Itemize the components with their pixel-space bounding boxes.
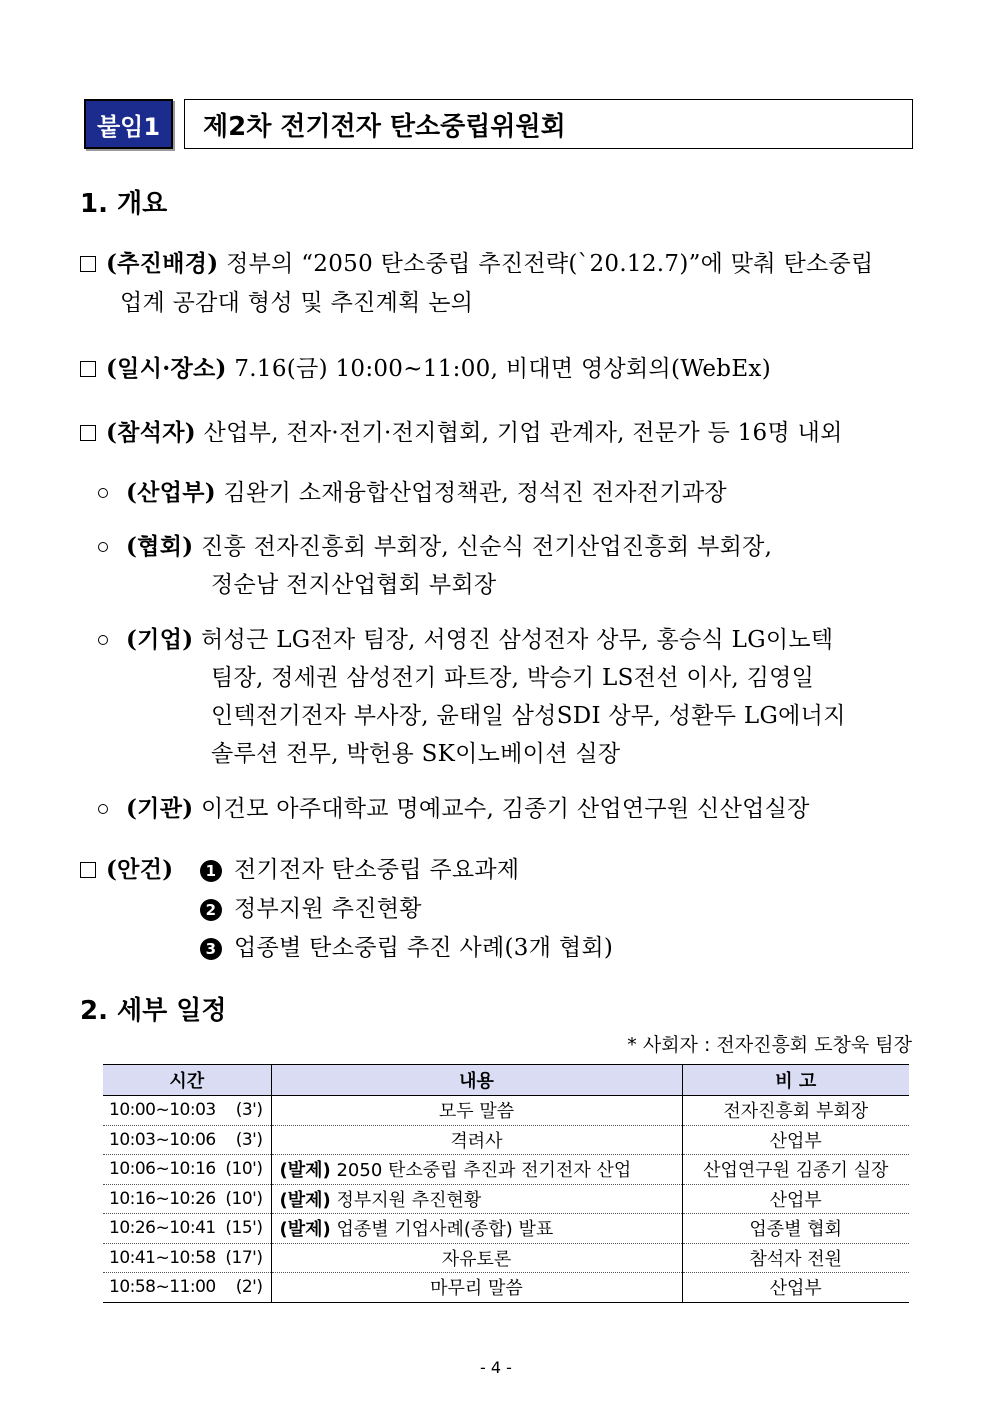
- schedule-table: [103, 1064, 909, 1303]
- checkbox-square-icon: [80, 862, 96, 878]
- association-text-line2: 정순남 전지산업협회 부회장: [211, 572, 497, 598]
- ministry-text: 김완기 소재융합산업정책관, 정석진 전자전기과장: [223, 480, 727, 506]
- time-range: 10:58~11:00: [109, 1277, 216, 1298]
- agenda-item: [80, 851, 173, 884]
- background-text-line1: 정부의 “2050 탄소중립 추진전략(`20.12.7)”에 맞춰 탄소중립: [226, 251, 874, 277]
- note-text: 참석자 전원: [682, 1243, 909, 1273]
- duration: (10'): [225, 1159, 263, 1180]
- time-range: 10:16~10:26: [109, 1188, 216, 1209]
- association-item: [98, 528, 772, 561]
- moderator-note: * 사회자 : 전자진흥회 도창욱 팀장: [627, 1034, 912, 1056]
- duration: (15'): [225, 1218, 263, 1239]
- attendees-label: (참석자): [106, 419, 196, 446]
- content-text: 격려사: [450, 1130, 503, 1152]
- content-text: 모두 말씀: [438, 1101, 515, 1123]
- association-label: (협회): [126, 533, 194, 560]
- table-row: [103, 1243, 909, 1273]
- content-text: 마무리 말씀: [430, 1278, 523, 1300]
- content-text: 업종별 기업사례(종합) 발표: [336, 1219, 554, 1241]
- content-text: 2050 탄소중립 추진과 전기전자 산업: [336, 1160, 632, 1182]
- presentation-tag: (발제): [279, 1189, 331, 1211]
- ministry-item: [98, 474, 727, 507]
- content-text: 정부지원 추진현황: [336, 1189, 482, 1211]
- content-text: 자유토론: [441, 1248, 512, 1270]
- background-item: [80, 245, 874, 278]
- note-text: 산업부: [682, 1273, 909, 1303]
- presentation-tag: (발제): [279, 1219, 331, 1241]
- document-title: 제2차 전기전자 탄소중립위원회: [184, 99, 913, 149]
- agenda-entry-text: 업종별 탄소중립 추진 사례(3개 협회): [234, 935, 614, 961]
- datetime-item: [80, 350, 771, 383]
- checkbox-square-icon: [80, 256, 96, 272]
- institution-item: [98, 790, 810, 823]
- duration: (2'): [235, 1277, 263, 1298]
- table-row: [103, 1273, 909, 1303]
- agenda-entry-text: 전기전자 탄소중립 주요과제: [234, 857, 520, 883]
- note-text: 산업연구원 김종기 실장: [682, 1155, 909, 1185]
- note-text: 산업부: [682, 1125, 909, 1155]
- institution-label: (기관): [126, 795, 194, 822]
- attendees-text: 산업부, 전자·전기·전지협회, 기업 관계자, 전문가 등 16명 내외: [203, 420, 843, 446]
- duration: (10'): [225, 1188, 263, 1209]
- background-label: (추진배경): [106, 250, 219, 277]
- datetime-text: 7.16(금) 10:00~11:00, 비대면 영상회의(WebEx): [234, 356, 771, 382]
- bullet-circle-icon: [98, 804, 108, 814]
- note-text: 업종별 협회: [682, 1214, 909, 1244]
- duration: (3'): [235, 1129, 263, 1150]
- table-row: [103, 1125, 909, 1155]
- page-number: - 4 -: [480, 1358, 512, 1377]
- header-note: 비 고: [682, 1065, 909, 1096]
- note-text: 산업부: [682, 1184, 909, 1214]
- header-content: 내용: [271, 1065, 682, 1096]
- company-label: (기업): [126, 626, 194, 653]
- note-text: 전자진흥회 부회장: [682, 1096, 909, 1126]
- duration: (17'): [225, 1247, 263, 1268]
- duration: (3'): [235, 1100, 263, 1121]
- section-heading-schedule: 2. 세부 일정: [80, 996, 227, 1026]
- bullet-circle-icon: [98, 488, 108, 498]
- time-range: 10:00~10:03: [109, 1100, 216, 1121]
- number-1-icon: 1: [200, 860, 222, 882]
- company-text-line4: 솔루션 전무, 박헌용 SK이노베이션 실장: [211, 741, 621, 767]
- attendees-item: [80, 414, 843, 447]
- agenda-entry-text: 정부지원 추진현황: [234, 896, 422, 922]
- company-item: [98, 621, 833, 654]
- attachment-badge: 붙임1: [84, 99, 173, 149]
- table-header-row: [103, 1065, 909, 1096]
- checkbox-square-icon: [80, 425, 96, 441]
- datetime-label: (일시·장소): [106, 355, 227, 382]
- section-heading-overview: 1. 개요: [80, 189, 168, 219]
- agenda-entry-3: [200, 929, 613, 962]
- time-range: 10:26~10:41: [109, 1218, 216, 1239]
- institution-text: 이건모 아주대학교 명예교수, 김종기 산업연구원 신산업실장: [201, 796, 810, 822]
- header-time: 시간: [103, 1065, 271, 1096]
- time-range: 10:41~10:58: [109, 1247, 216, 1268]
- presentation-tag: (발제): [279, 1160, 331, 1182]
- ministry-label: (산업부): [126, 479, 216, 506]
- association-text-line1: 진흥 전자진흥회 부회장, 신순식 전기산업진흥회 부회장,: [201, 534, 773, 560]
- bullet-circle-icon: [98, 542, 108, 552]
- company-text-line2: 팀장, 정세권 삼성전기 파트장, 박승기 LS전선 이사, 김영일: [211, 665, 815, 691]
- company-text-line3: 인텍전기전자 부사장, 윤태일 삼성SDI 상무, 성환두 LG에너지: [211, 703, 846, 729]
- table-row: [103, 1184, 909, 1214]
- agenda-label: (안건): [106, 856, 174, 883]
- time-range: 10:06~10:16: [109, 1159, 216, 1180]
- number-3-icon: 3: [200, 938, 222, 960]
- company-text-line1: 허성근 LG전자 팀장, 서영진 삼성전자 상무, 홍승식 LG이노텍: [201, 627, 834, 653]
- time-range: 10:03~10:06: [109, 1129, 216, 1150]
- agenda-entry-1: [200, 851, 519, 884]
- checkbox-square-icon: [80, 361, 96, 377]
- agenda-entry-2: [200, 890, 422, 923]
- number-2-icon: 2: [200, 899, 222, 921]
- table-row: [103, 1096, 909, 1126]
- table-row: [103, 1155, 909, 1185]
- bullet-circle-icon: [98, 635, 108, 645]
- table-row: [103, 1214, 909, 1244]
- background-text-line2: 업계 공감대 형성 및 추진계획 논의: [120, 290, 474, 316]
